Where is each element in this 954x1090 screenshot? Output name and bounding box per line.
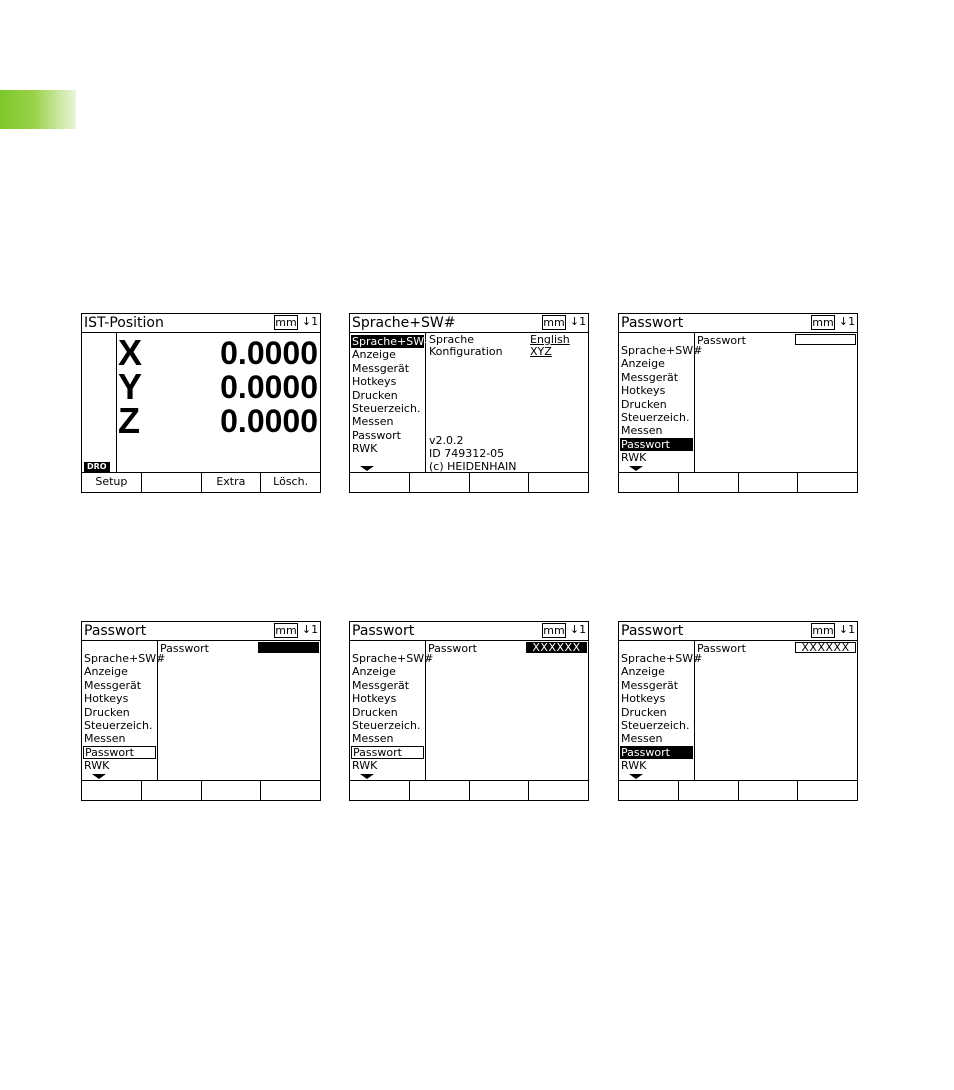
menu-item-print[interactable]: Drucken — [84, 705, 130, 719]
axis-value-y: 0.0000 — [220, 369, 318, 405]
softkey-2[interactable] — [142, 473, 202, 492]
menu-item-control-chars[interactable]: Steuerzeich. — [621, 718, 690, 732]
menu-item-display[interactable]: Anzeige — [621, 665, 665, 679]
menu-item-encoder[interactable]: Messgerät — [621, 370, 679, 384]
menu-item-hotkeys[interactable]: Hotkeys — [621, 384, 666, 398]
screen-title: Passwort — [352, 623, 415, 639]
copyright: (c) HEIDENHAIN — [429, 460, 517, 473]
menu-item-display[interactable]: Anzeige — [84, 665, 128, 679]
menu-item-password[interactable]: Passwort — [620, 438, 693, 451]
softkey-extra[interactable]: Extra — [202, 473, 262, 492]
menu-item-measure[interactable]: Messen — [621, 424, 663, 438]
menu-item-measure[interactable]: Messen — [352, 415, 394, 429]
axis-label-y: Y — [118, 366, 143, 407]
scroll-down-icon[interactable] — [360, 466, 374, 471]
password-label: Passwort — [697, 334, 746, 347]
softkey-3[interactable] — [739, 473, 799, 492]
password-label: Passwort — [428, 642, 477, 655]
menu-item-print[interactable]: Drucken — [352, 705, 398, 719]
axis-label-x: X — [118, 332, 143, 373]
screen-header — [619, 622, 857, 641]
dro-sidebar — [82, 333, 117, 473]
screen-header — [350, 622, 588, 641]
menu-item-print[interactable]: Drucken — [621, 705, 667, 719]
menu-item-hotkeys[interactable]: Hotkeys — [352, 692, 397, 706]
screen-password-4 — [618, 621, 858, 801]
menu-item-language[interactable]: Sprache+SW# — [621, 344, 703, 357]
chapter-tab — [0, 90, 76, 129]
reference-icon: ↓1 — [838, 315, 856, 328]
menu-item-password[interactable]: Passwort — [83, 746, 156, 759]
menu-item-measure[interactable]: Messen — [352, 732, 394, 746]
menu-item-language[interactable]: Sprache+SW# — [621, 652, 703, 665]
screen-header — [350, 314, 588, 333]
softkey-1[interactable] — [350, 473, 410, 492]
menu-item-password[interactable]: Passwort — [620, 746, 693, 759]
scroll-down-icon[interactable] — [629, 774, 643, 779]
language-value[interactable]: English — [530, 333, 570, 346]
password-panel — [158, 641, 320, 781]
axis-label-z: Z — [118, 400, 140, 441]
scroll-down-icon[interactable] — [360, 774, 374, 779]
scroll-down-icon[interactable] — [92, 774, 106, 779]
screen-language — [349, 313, 589, 493]
menu-item-encoder[interactable]: Messgerät — [352, 361, 410, 375]
menu-item-hotkeys[interactable]: Hotkeys — [621, 692, 666, 706]
menu-item-control-chars[interactable]: Steuerzeich. — [621, 410, 690, 424]
menu-item-control-chars[interactable]: Steuerzeich. — [84, 718, 153, 732]
softkey-3[interactable] — [739, 781, 799, 800]
softkey-bar — [350, 780, 588, 800]
softkey-4[interactable] — [529, 781, 588, 800]
reference-icon: ↓1 — [301, 623, 319, 636]
softkey-bar — [350, 472, 588, 492]
axis-value-x: 0.0000 — [220, 335, 318, 371]
screen-header — [82, 622, 320, 641]
softkey-2[interactable] — [142, 781, 202, 800]
softkey-4[interactable] — [798, 473, 857, 492]
screen-dro — [81, 313, 321, 493]
softkey-2[interactable] — [410, 473, 470, 492]
screen-title: Passwort — [84, 623, 147, 639]
menu-item-measure[interactable]: Messen — [84, 732, 126, 746]
password-label: Passwort — [697, 642, 746, 655]
password-input[interactable] — [258, 642, 319, 653]
menu-item-control-chars[interactable]: Steuerzeich. — [352, 718, 421, 732]
softkey-4[interactable] — [798, 781, 857, 800]
software-id: ID 749312-05 — [429, 447, 505, 460]
menu-item-rwk[interactable]: RWK — [352, 442, 378, 456]
softkey-bar — [82, 472, 320, 492]
screen-title: Sprache+SW# — [352, 315, 456, 331]
reference-icon: ↓1 — [838, 623, 856, 636]
unit-indicator: mm — [812, 316, 834, 329]
unit-indicator: mm — [543, 624, 565, 637]
menu-item-rwk[interactable]: RWK — [621, 759, 647, 773]
password-panel — [695, 333, 857, 473]
menu-item-measure[interactable]: Messen — [621, 732, 663, 746]
menu-item-display[interactable]: Anzeige — [621, 357, 665, 371]
password-panel — [695, 641, 857, 781]
reference-icon: ↓1 — [569, 315, 587, 328]
softkey-4[interactable] — [261, 781, 320, 800]
menu-item-print[interactable]: Drucken — [621, 397, 667, 411]
menu-item-hotkeys[interactable]: Hotkeys — [352, 375, 397, 389]
menu-item-language[interactable]: Sprache+SW# — [84, 652, 166, 665]
setup-menu — [619, 641, 703, 781]
menu-item-rwk[interactable]: RWK — [84, 759, 110, 773]
menu-item-encoder[interactable]: Messgerät — [352, 678, 410, 692]
softkey-bar — [619, 780, 857, 800]
softkey-clear[interactable]: Lösch. — [273, 475, 309, 488]
unit-indicator: mm — [275, 624, 297, 637]
password-input[interactable]: XXXXXX — [526, 642, 587, 653]
screen-password-2 — [81, 621, 321, 801]
config-value[interactable]: XYZ — [530, 345, 552, 358]
screen-title: IST-Position — [84, 315, 164, 331]
reference-icon: ↓1 — [569, 623, 587, 636]
password-panel — [426, 641, 588, 781]
softkey-2[interactable] — [679, 473, 739, 492]
software-version: v2.0.2 — [429, 434, 464, 447]
softkey-3[interactable] — [470, 473, 530, 492]
unit-indicator: mm — [812, 624, 834, 637]
dro-badge: DRO — [84, 462, 110, 472]
menu-item-encoder[interactable]: Messgerät — [621, 678, 679, 692]
menu-item-rwk[interactable]: RWK — [352, 759, 378, 773]
menu-item-password[interactable]: Passwort — [352, 428, 401, 442]
screen-password-1 — [618, 313, 858, 493]
menu-item-password[interactable]: Passwort — [351, 746, 424, 759]
softkey-2[interactable] — [410, 781, 470, 800]
softkey-1[interactable] — [350, 781, 410, 800]
setup-menu — [82, 641, 166, 781]
language-label: Sprache — [429, 333, 475, 346]
menu-item-display[interactable]: Anzeige — [352, 665, 396, 679]
softkey-bar — [82, 780, 320, 800]
password-input[interactable] — [795, 334, 856, 345]
menu-item-rwk[interactable]: RWK — [621, 451, 647, 465]
menu-item-hotkeys[interactable]: Hotkeys — [84, 692, 129, 706]
screen-title: Passwort — [621, 315, 684, 331]
softkey-2[interactable] — [679, 781, 739, 800]
softkey-4[interactable] — [529, 473, 588, 492]
setup-menu — [619, 333, 703, 473]
screen-title: Passwort — [621, 623, 684, 639]
scroll-down-icon[interactable] — [629, 466, 643, 471]
setup-menu — [350, 641, 434, 781]
menu-item-language[interactable]: Sprache+SW# — [352, 335, 434, 348]
screen-header — [619, 314, 857, 333]
menu-item-display[interactable]: Anzeige — [352, 348, 396, 362]
screen-header — [82, 314, 320, 333]
password-label: Passwort — [160, 642, 209, 655]
reference-icon: ↓1 — [301, 315, 319, 328]
softkey-3[interactable] — [202, 781, 262, 800]
menu-item-print[interactable]: Drucken — [352, 388, 398, 402]
softkey-bar — [619, 472, 857, 492]
unit-indicator: mm — [543, 316, 565, 329]
softkey-1[interactable] — [619, 781, 679, 800]
setup-menu — [350, 333, 434, 473]
menu-item-encoder[interactable]: Messgerät — [84, 678, 142, 692]
menu-item-control-chars[interactable]: Steuerzeich. — [352, 401, 421, 415]
unit-indicator: mm — [275, 316, 297, 329]
screen-password-3 — [349, 621, 589, 801]
menu-item-language[interactable]: Sprache+SW# — [352, 652, 434, 665]
axis-value-z: 0.0000 — [220, 403, 318, 439]
password-input[interactable]: XXXXXX — [795, 642, 856, 653]
softkey-setup[interactable]: Setup — [82, 473, 142, 492]
softkey-1[interactable] — [82, 781, 142, 800]
config-label: Konfiguration — [429, 345, 503, 358]
softkey-1[interactable] — [619, 473, 679, 492]
softkey-3[interactable] — [470, 781, 530, 800]
